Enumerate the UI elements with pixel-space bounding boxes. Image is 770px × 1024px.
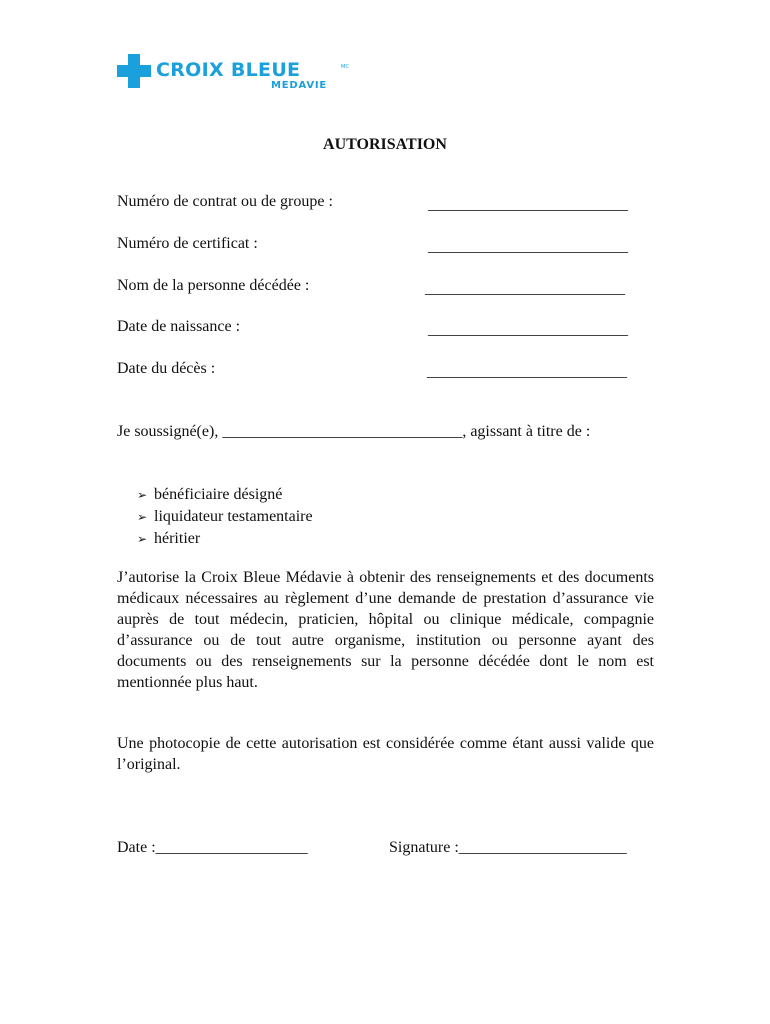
date-label: Date : xyxy=(117,839,156,856)
undersigned-sentence xyxy=(117,422,657,442)
signature-label: Signature : xyxy=(389,839,459,856)
logo-trademark: MC xyxy=(341,64,349,70)
list-item[interactable] xyxy=(137,528,313,550)
certificate-number-field[interactable]: _________________________ xyxy=(428,238,628,255)
capacity-options xyxy=(137,484,313,550)
authorization-paragraph: J’autorise la Croix Bleue Médavie à obtenir des renseignements et des documents médicaux nécessaires au règlement d’une demande de prestation d’assurance vie auprès de tout médecin, praticien, hôpital ou clinique médicale, compagnie d’assurance ou de tout autre organisme, institution ou personne ayant des documents ou des renseignements sur la personne décédée dont le nom est mentionnée plus haut. xyxy=(117,569,654,691)
blue-cross-icon xyxy=(117,54,151,88)
signature-field[interactable]: _____________________ xyxy=(458,839,627,856)
undersigned-name-field[interactable]: ______________________________ xyxy=(222,423,463,440)
option-label: liquidateur testamentaire xyxy=(154,508,313,525)
certificate-number-label: Numéro de certificat : xyxy=(117,235,258,252)
deceased-name-field[interactable]: _________________________ xyxy=(425,280,625,297)
arrow-bullet-icon: ➢ xyxy=(137,532,148,546)
deceased-name-label: Nom de la personne décédée : xyxy=(117,277,310,294)
logo-name: CROIX BLEUE xyxy=(156,59,301,81)
date-field[interactable]: ___________________ xyxy=(155,839,308,856)
page-title: AUTORISATION xyxy=(323,136,447,153)
logo-subname: MEDAVIE xyxy=(271,80,328,91)
signature-row xyxy=(389,838,627,858)
croix-bleue-logo xyxy=(117,54,357,94)
death-date-label: Date du décès : xyxy=(117,360,216,377)
option-label: bénéficiaire désigné xyxy=(154,486,283,503)
undersigned-suffix: , agissant à titre de : xyxy=(462,423,591,440)
option-label: héritier xyxy=(154,530,201,547)
birth-date-label: Date de naissance : xyxy=(117,318,241,335)
birth-date-field[interactable]: _________________________ xyxy=(428,321,628,338)
contract-number-label: Numéro de contrat ou de groupe : xyxy=(117,193,333,210)
arrow-bullet-icon: ➢ xyxy=(137,488,148,502)
date-signature-row xyxy=(117,838,308,858)
undersigned-prefix: Je soussigné(e), xyxy=(117,423,223,440)
list-item[interactable] xyxy=(137,506,313,528)
contract-number-field[interactable]: _________________________ xyxy=(428,196,628,213)
arrow-bullet-icon: ➢ xyxy=(137,510,148,524)
death-date-field[interactable]: _________________________ xyxy=(427,363,627,380)
photocopy-paragraph: Une photocopie de cette autorisation est considérée comme étant aussi valide que l’original. xyxy=(117,735,654,773)
list-item[interactable] xyxy=(137,484,313,506)
